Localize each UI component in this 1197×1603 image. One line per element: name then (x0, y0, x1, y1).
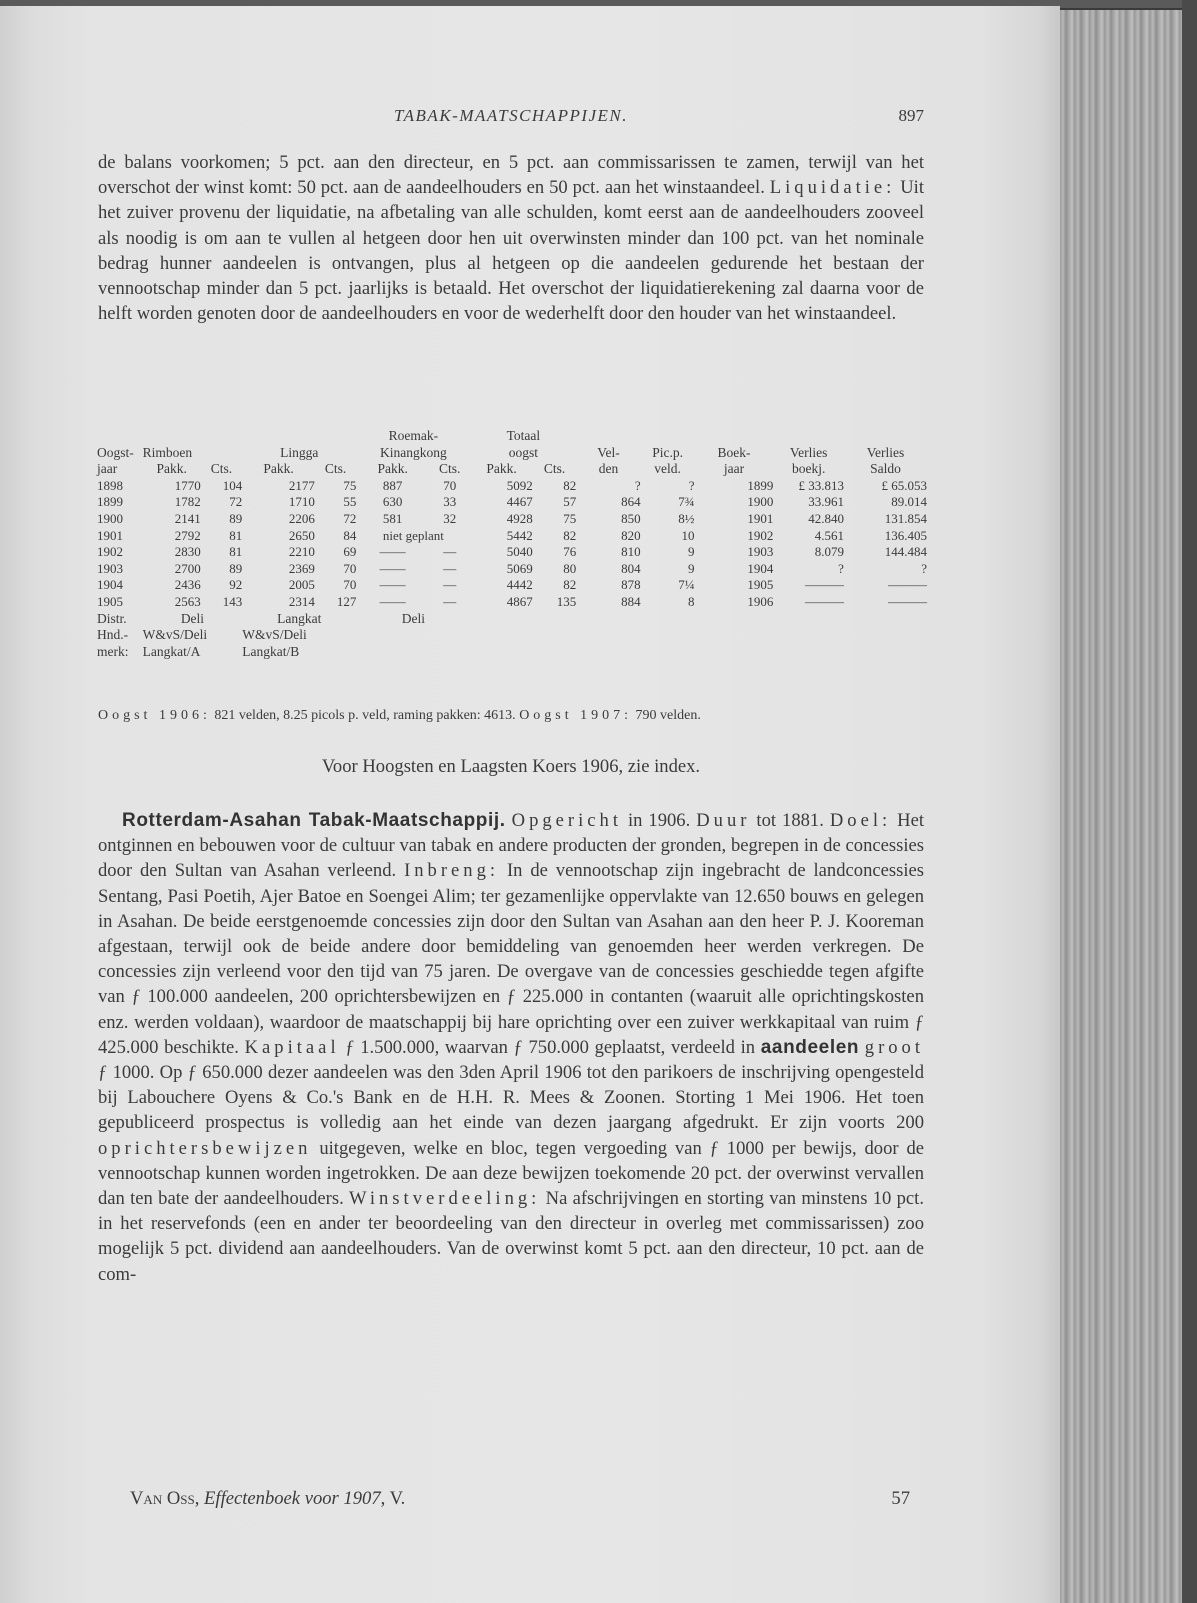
col-cts-3: Cts. (439, 461, 461, 477)
cell-rimboen-cts: 81 (229, 544, 243, 560)
footer-title: Effectenboek voor 1907 (204, 1488, 381, 1509)
cell-lingga-cts: 72 (343, 510, 357, 526)
cell-boekjaar: 1900 (747, 494, 774, 510)
cell-verlies-saldo: ——— (888, 593, 927, 609)
book-cover-edge (1182, 0, 1197, 1603)
col-velden: Vel- (597, 444, 620, 460)
cell-year: 1898 (97, 477, 123, 493)
col-roemak: Roemak- (388, 428, 439, 443)
harvest-rows (97, 478, 927, 611)
cell-kinangkong-pakk: —— (379, 560, 406, 576)
cell-rimboen-cts: 143 (222, 593, 243, 609)
oogst-1907-label: Oogst 1907: (519, 708, 633, 723)
cell-velden: 850 (621, 510, 641, 526)
company-text-2: tot 1881. (750, 810, 830, 831)
cell-verlies-boekj: 42.840 (808, 510, 844, 526)
cell-boekjaar: 1904 (747, 560, 774, 576)
cell-year: 1902 (97, 544, 123, 560)
cell-totaal-pakk: 4928 (506, 510, 533, 526)
company-text-6: ƒ 1000. Op ƒ 650.000 dezer aandeelen was den 3den April 1906 tot den parikoers de inschrijving opengesteld bij Labouchere Oyens & Co.'s Bank en de H.H. R. Mees & Zoonen. Storting 1 Mei 1906. Het toen gepubliceerd prospectus is volledig aan het einde van dezen jaargang afgedrukt. Er zijn voorts 200 (98, 1062, 924, 1134)
cell-totaal-pakk: 5442 (506, 527, 533, 543)
cell-rimboen-cts: 89 (229, 560, 243, 576)
col-cts-1: Cts. (210, 461, 233, 477)
cell-kinangkong-cts: — (443, 560, 457, 576)
cell-kinangkong-pakk: —— (379, 593, 406, 609)
col-boekjaar: jaar (723, 461, 745, 477)
doel-label: Doel: (829, 810, 892, 831)
cell-velden: 820 (621, 527, 641, 543)
table-row (97, 544, 927, 561)
merk-row (97, 644, 927, 661)
cell-boekjaar: 1901 (747, 510, 774, 526)
header-row-2 (97, 445, 927, 462)
cell-lingga-pakk: 2650 (288, 527, 315, 543)
distr-lingga: Langkat (277, 610, 322, 626)
cell-kinangkong-pakk: 887 (382, 477, 403, 493)
hnd-rimboen: W&vS/Deli (142, 627, 208, 643)
cell-verlies-boekj: 33.961 (808, 494, 844, 510)
cell-verlies-saldo: 144.484 (884, 544, 927, 560)
cell-kinangkong-cts: — (443, 577, 457, 593)
cell-lingga-cts: 127 (336, 593, 357, 609)
cell-kinangkong-cts: — (443, 593, 457, 609)
cell-lingga-pakk: 2206 (288, 510, 315, 526)
cell-year: 1901 (97, 527, 123, 543)
cell-boekjaar: 1905 (747, 577, 774, 593)
cell-lingga-cts: 84 (343, 527, 357, 543)
cell-rimboen-cts: 81 (229, 527, 243, 543)
cell-year: 1905 (97, 593, 123, 609)
col-rimboen: Rimboen (142, 444, 193, 460)
distr-kinangkong: Deli (401, 610, 426, 626)
company-text-3: Het ontginnen en bebouwen voor de cultuur van tabak en andere producten der gronden, begrepen in de concessies door den Sultan van Asahan verleend. (98, 810, 924, 882)
cell-boekjaar: 1906 (747, 593, 774, 609)
cell-velden: 878 (621, 577, 641, 593)
col-boekj: boekj. (791, 461, 826, 477)
cell-rimboen-pakk: 1770 (174, 477, 201, 493)
cell-kinangkong-pakk: —— (379, 544, 406, 560)
intro-paragraph (98, 150, 924, 326)
cell-pic-per-veld: 7¼ (678, 577, 695, 593)
cell-totaal-cts: 57 (563, 494, 577, 510)
cell-pic-per-veld: ? (688, 477, 695, 493)
cell-lingga-cts: 70 (343, 577, 357, 593)
see-index-note: Voor Hoogsten en Laagsten Koers 1906, zie index. (321, 756, 701, 777)
table-row (97, 528, 927, 545)
company-text-7: uitgegeven, welke en bloc, tegen vergoeding van ƒ 1000 per bewijs, door de vennootschap kunnen worden ingetrokken. De aan deze bewijzen toekomende 20 pct. der overwinst vervallen dan ten bate der aandeelhouders. (98, 1137, 924, 1210)
col-veld: veld. (654, 461, 681, 477)
col-cts-2: Cts. (324, 461, 347, 477)
cell-year: 1903 (97, 560, 123, 576)
page-edges (1060, 10, 1185, 1603)
col-saldo: Saldo (870, 461, 901, 477)
cell-kinangkong-cts: 70 (443, 477, 457, 493)
winstverdeeling-label: Winstverdeeling: (349, 1188, 541, 1210)
cell-totaal-cts: 82 (563, 577, 577, 593)
cell-rimboen-pakk: 2700 (174, 560, 201, 576)
cell-rimboen-pakk: 1782 (174, 494, 201, 510)
col-kinangkong: Kinangkong (380, 444, 447, 460)
cell-year: 1900 (97, 510, 123, 526)
hnd-label: Hnd.- (97, 627, 129, 643)
merk-label: merk: (97, 643, 129, 659)
footer-volume: , V. (380, 1488, 406, 1509)
cell-rimboen-pakk: 2141 (174, 510, 201, 526)
cell-rimboen-cts: 72 (229, 494, 243, 510)
cell-verlies-boekj: ——— (804, 593, 844, 609)
cell-boekjaar: 1902 (747, 527, 774, 543)
cell-totaal-pakk: 4867 (506, 593, 533, 609)
harvest-table-block (97, 428, 927, 660)
header-row-3 (97, 461, 927, 478)
cell-year: 1899 (97, 494, 123, 510)
distr-row (97, 611, 927, 628)
table-row (97, 577, 927, 594)
cell-pic-per-veld: 7¾ (678, 494, 695, 510)
col-verlies-1: Verlies (789, 444, 828, 460)
cell-totaal-pakk: 5092 (506, 477, 533, 493)
cell-totaal-pakk: 5069 (506, 560, 533, 576)
cell-totaal-cts: 80 (563, 560, 577, 576)
cell-totaal-cts: 76 (563, 544, 577, 560)
liquidatie-label: Liquidatie: (769, 177, 896, 199)
header-row-1 (97, 428, 927, 445)
cell-velden: 810 (621, 544, 641, 560)
cell-rimboen-cts: 92 (229, 577, 243, 593)
cell-lingga-cts: 70 (343, 560, 357, 576)
intro-text-2: Uit het zuiver provenu der liquidatie, na afbetaling van alle schulden, komt eerst aan de aandeelhouders zooveel als noodig is om aan te vullen al hetgeen door hen uit overwinsten minder dan 100 pct. van het nominale bedrag hunner aandeelen is ontvangen, plus al hetgeen op die aandeelen gedurende het bestaan der vennootschap minder dan 5 pct. jaarlijks is betaald. Het overschot der liquidatierekening zal daarna voor de helft worden genoten door de aandeelhouders en voor de wederhelft door den houder van het winstaandeel. (98, 177, 924, 325)
inbreng-label: Inbreng: (404, 860, 500, 882)
cell-verlies-boekj: £ 33.813 (798, 477, 844, 493)
cell-lingga-cts: 75 (343, 477, 357, 493)
company-text-4: In de vennootschap zijn ingebracht de landconcessies Sentang, Pasi Poetih, Ajer Batoe en Soengei Alim; ter gezamenlijke oppervlakte van 12.650 bouws en gelegen in Asahan. De beide eerstgenoemde concessies zijn door den Sultan van Asahan aan den heer P. J. Kooreman afgestaan, terwijl ook de beide andere door bemiddeling van genoemden heer werden verkregen. De concessies zijn verleend voor den tijd van 75 jaren. De overgave van de concessies geschiedde tegen afgifte van ƒ 100.000 aandeelen, 200 oprichtersbewijzen en ƒ 225.000 in contanten (waaruit alle oprichtingskosten enz. werden voldaan), waardoor de maatschappij bij hare oprichting over een zuiver werkkapitaal van ruim ƒ 425.000 beschikte. (98, 860, 924, 1058)
table-row (97, 561, 927, 578)
cell-velden: 804 (621, 560, 641, 576)
cell-kinangkong-pakk: 630 (382, 494, 403, 510)
cell-velden: ? (634, 477, 641, 493)
oogst-1906-label: Oogst 1906: (98, 708, 211, 723)
merk-lingga: Langkat/B (242, 643, 300, 659)
page-footer: Van Oss, Effectenboek voor 1907, V. 57 (130, 1488, 910, 1509)
col-oogst-total: oogst (508, 444, 539, 460)
cell-totaal-cts: 82 (563, 477, 577, 493)
cell-pic-per-veld: 9 (688, 544, 695, 560)
cell-lingga-pakk: 2005 (288, 577, 315, 593)
cell-year: 1904 (97, 577, 123, 593)
col-cts-4: Cts. (543, 461, 566, 477)
merk-rimboen: Langkat/A (142, 643, 201, 659)
table-row (97, 494, 927, 511)
company-text-8: Na afschrijvingen en storting van minstens 10 pct. in het reservefonds (een en ander ter beoordeeling van den directeur in overleg met commissarissen) zoo mogelijk 5 pct. dividend aan aandeelhouders. Van de overwinst komt 5 pct. aan den directeur, 10 pct. aan de com- (98, 1188, 924, 1285)
cell-rimboen-pakk: 2563 (174, 593, 201, 609)
table-row (97, 594, 927, 611)
cell-verlies-boekj: ——— (804, 577, 844, 593)
cell-kinangkong-pakk: —— (379, 577, 406, 593)
cell-rimboen-cts: 104 (222, 477, 243, 493)
footer-signature: 57 (891, 1488, 910, 1509)
cell-verlies-saldo: 131.854 (884, 510, 927, 526)
cell-rimboen-pakk: 2436 (174, 577, 201, 593)
groot-label: groot (864, 1036, 925, 1058)
cell-velden: 884 (621, 593, 641, 609)
hnd-lingga: W&vS/Deli (242, 627, 307, 643)
col-den: den (598, 461, 619, 477)
cell-pic-per-veld: 8 (688, 593, 695, 609)
cell-totaal-cts: 75 (563, 510, 577, 526)
cell-rimboen-pakk: 2830 (174, 544, 201, 560)
table-row (97, 478, 927, 495)
company-name: Rotterdam-Asahan Tabak-Maatschappij. (122, 810, 506, 831)
harvest-notes (98, 706, 924, 726)
cell-totaal-cts: 135 (556, 593, 577, 609)
cell-pic-per-veld: 9 (688, 560, 695, 576)
cell-kinangkong-cts: 32 (443, 510, 457, 526)
cell-verlies-saldo: £ 65.053 (881, 477, 927, 493)
page-number: 897 (898, 106, 924, 125)
col-oogst: Oogst- (97, 444, 134, 460)
col-picp: Pic.p. (652, 444, 683, 460)
cell-rimboen-pakk: 2792 (174, 527, 201, 543)
distr-rimboen: Deli (180, 610, 205, 626)
cell-pic-per-veld: 8½ (678, 510, 695, 526)
company-text-5: ƒ 1.500.000, waarvan ƒ 750.000 geplaatst, verdeeld in (339, 1036, 761, 1058)
cell-totaal-pakk: 5040 (506, 544, 533, 560)
cell-verlies-saldo: 136.405 (884, 527, 927, 543)
cell-lingga-cts: 55 (343, 494, 357, 510)
page-header (98, 106, 924, 130)
col-totaal: Totaal (506, 428, 541, 443)
oprichtersbewijzen-label: oprichtersbewijzen (98, 1137, 312, 1159)
col-pakk-3: Pakk. (377, 461, 408, 477)
oogst-1907-text: 790 velden. (632, 708, 701, 723)
cell-kinangkong-pakk: niet geplant (382, 527, 444, 543)
table-row (97, 511, 927, 528)
cell-totaal-pakk: 4442 (506, 577, 533, 593)
intro-text-1: de balans voorkomen; 5 pct. aan den directeur, en 5 pct. aan commissarissen te zamen, terwijl van het overschot der winst komt: 50 pct. aan de aandeelhouders en 50 pct. aan het winstaandeel. (98, 152, 924, 199)
cell-lingga-pakk: 2369 (288, 560, 315, 576)
col-lingga: Lingga (280, 444, 319, 460)
col-pakk-4: Pakk. (486, 461, 517, 477)
oogst-1906-text: 821 velden, 8.25 picols p. veld, raming pakken: 4613. (210, 708, 520, 723)
cell-kinangkong-pakk: 581 (382, 510, 403, 526)
opgericht-label: Opgericht (511, 810, 622, 831)
cell-verlies-boekj: ? (838, 560, 844, 576)
cell-velden: 864 (621, 494, 641, 510)
cell-pic-per-veld: 10 (681, 527, 695, 543)
harvest-table (97, 428, 927, 660)
cell-boekjaar: 1899 (747, 477, 774, 493)
cell-rimboen-cts: 89 (229, 510, 243, 526)
col-verlies-2: Verlies (866, 444, 905, 460)
cell-lingga-pakk: 2210 (288, 544, 315, 560)
cell-lingga-pakk: 2314 (288, 593, 315, 609)
company-entry (98, 808, 924, 1287)
cell-kinangkong-cts: 33 (443, 494, 457, 510)
cell-verlies-saldo: 89.014 (891, 494, 927, 510)
company-text-1: in 1906. (622, 810, 697, 831)
cell-verlies-saldo: ——— (888, 577, 927, 593)
running-title: TABAK-MAATSCHAPPIJEN. (393, 106, 629, 125)
col-pakk-1: Pakk. (156, 461, 187, 477)
hnd-row (97, 627, 927, 644)
cell-kinangkong-cts: — (443, 544, 457, 560)
cell-totaal-cts: 82 (563, 527, 577, 543)
distr-label: Distr. (97, 610, 127, 626)
cell-totaal-pakk: 4467 (506, 494, 533, 510)
aandeelen-label: aandeelen (760, 1036, 860, 1058)
duur-label: Duur (696, 810, 751, 831)
cell-lingga-pakk: 1710 (288, 494, 315, 510)
cell-verlies-saldo: ? (921, 560, 927, 576)
footer-author: Van Oss (130, 1488, 195, 1509)
col-jaar: jaar (97, 461, 118, 477)
cell-lingga-pakk: 2177 (288, 477, 315, 493)
cell-lingga-cts: 69 (343, 544, 357, 560)
cell-verlies-boekj: 4.561 (814, 527, 844, 543)
col-pakk-2: Pakk. (263, 461, 294, 477)
cell-boekjaar: 1903 (747, 544, 774, 560)
cell-verlies-boekj: 8.079 (814, 544, 844, 560)
kapitaal-label: Kapitaal (244, 1036, 340, 1058)
col-boek: Boek- (717, 444, 751, 460)
